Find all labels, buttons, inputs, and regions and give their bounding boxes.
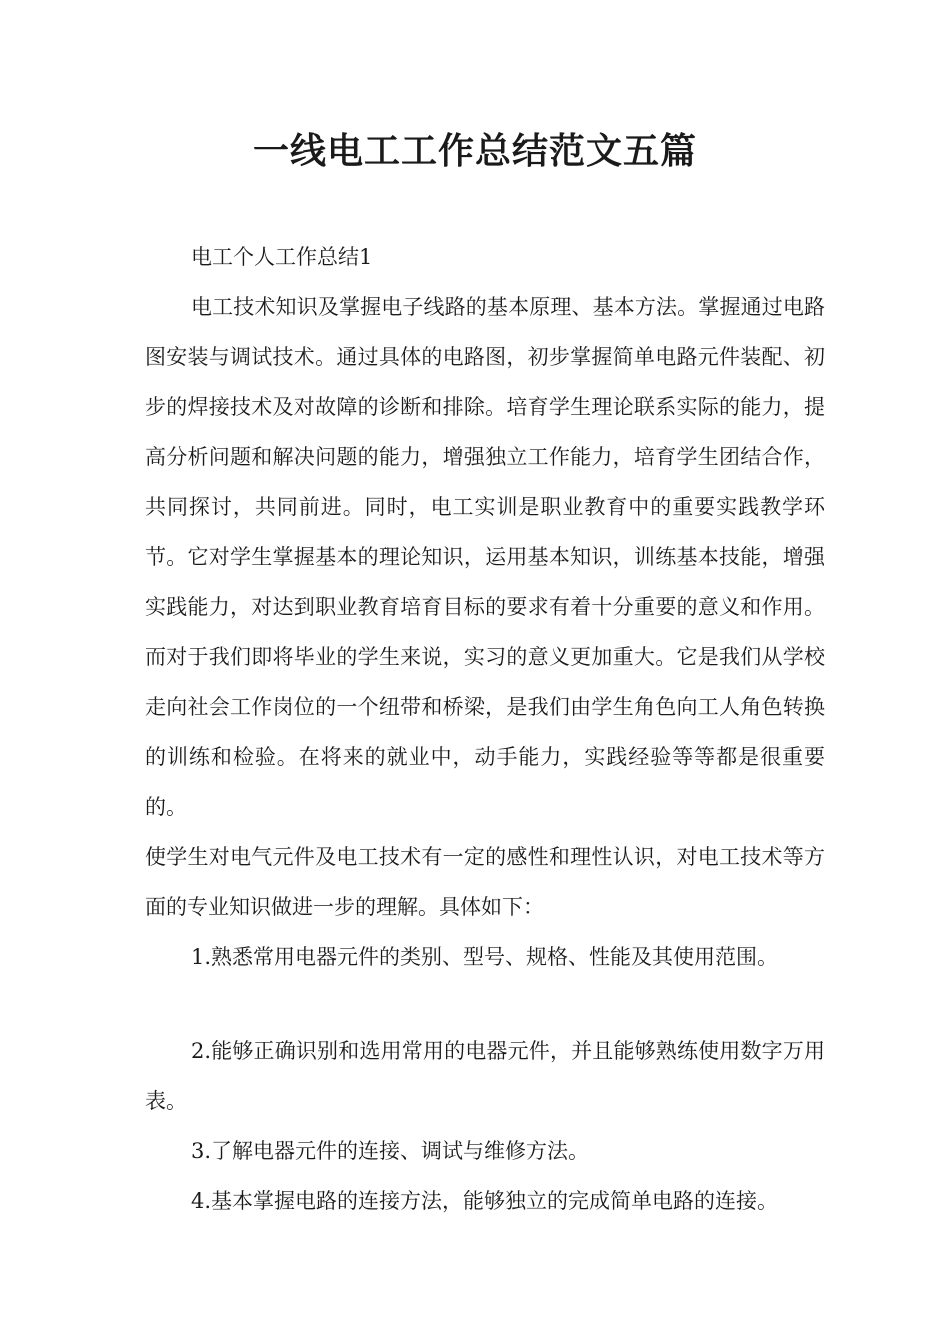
document-title: 一线电工工作总结范文五篇 xyxy=(252,131,697,172)
intro-paragraph: 电工技术知识及掌握电子线路的基本原理、基本方法。掌握通过电路图安装与调试技术。通过具体的电路图，初步掌握简单电路元件装配、初步的焊接技术及对故障的诊断和排除。培育学生理论联系实际的能力，提高分析问题和解决问题的能力，增强独立工作能力，培育学生团结合作，共同探讨，共同前进。同时，电工实训是职业教育中的重要实践教学环节。它对学生掌握基本的理论知识，运用基本知识，训练基本技能，增强实践能力，对达到职业教育培育目标的要求有着十分重要的意义和作用。而对于我们即将毕业的学生来说，实习的意义更加重大。它是我们从学校走向社会工作岗位的一个纽带和桥梁，是我们由学生角色向工人角色转换的训练和检验。在将来的就业中，动手能力，实践经验等等都是很重要的。 xyxy=(145,295,825,819)
spacer xyxy=(145,982,825,1026)
list-item-1: 1.熟悉常用电器元件的类别、型号、规格、性能及其使用范围。 xyxy=(191,945,779,969)
list-item-2: 2.能够正确识别和选用常用的电器元件，并且能够熟练使用数字万用表。 xyxy=(145,1039,825,1113)
list-item-4: 4.基本掌握电路的连接方法，能够独立的完成简单电路的连接。 xyxy=(191,1189,779,1213)
section-heading: 电工个人工作总结1 xyxy=(191,245,373,269)
list-item-3: 3.了解电器元件的连接、调试与维修方法。 xyxy=(191,1139,590,1163)
document-body xyxy=(145,232,825,1226)
second-paragraph: 使学生对电气元件及电工技术有一定的感性和理性认识，对电工技术等方面的专业知识做进一步的理解。具体如下： xyxy=(145,845,825,919)
